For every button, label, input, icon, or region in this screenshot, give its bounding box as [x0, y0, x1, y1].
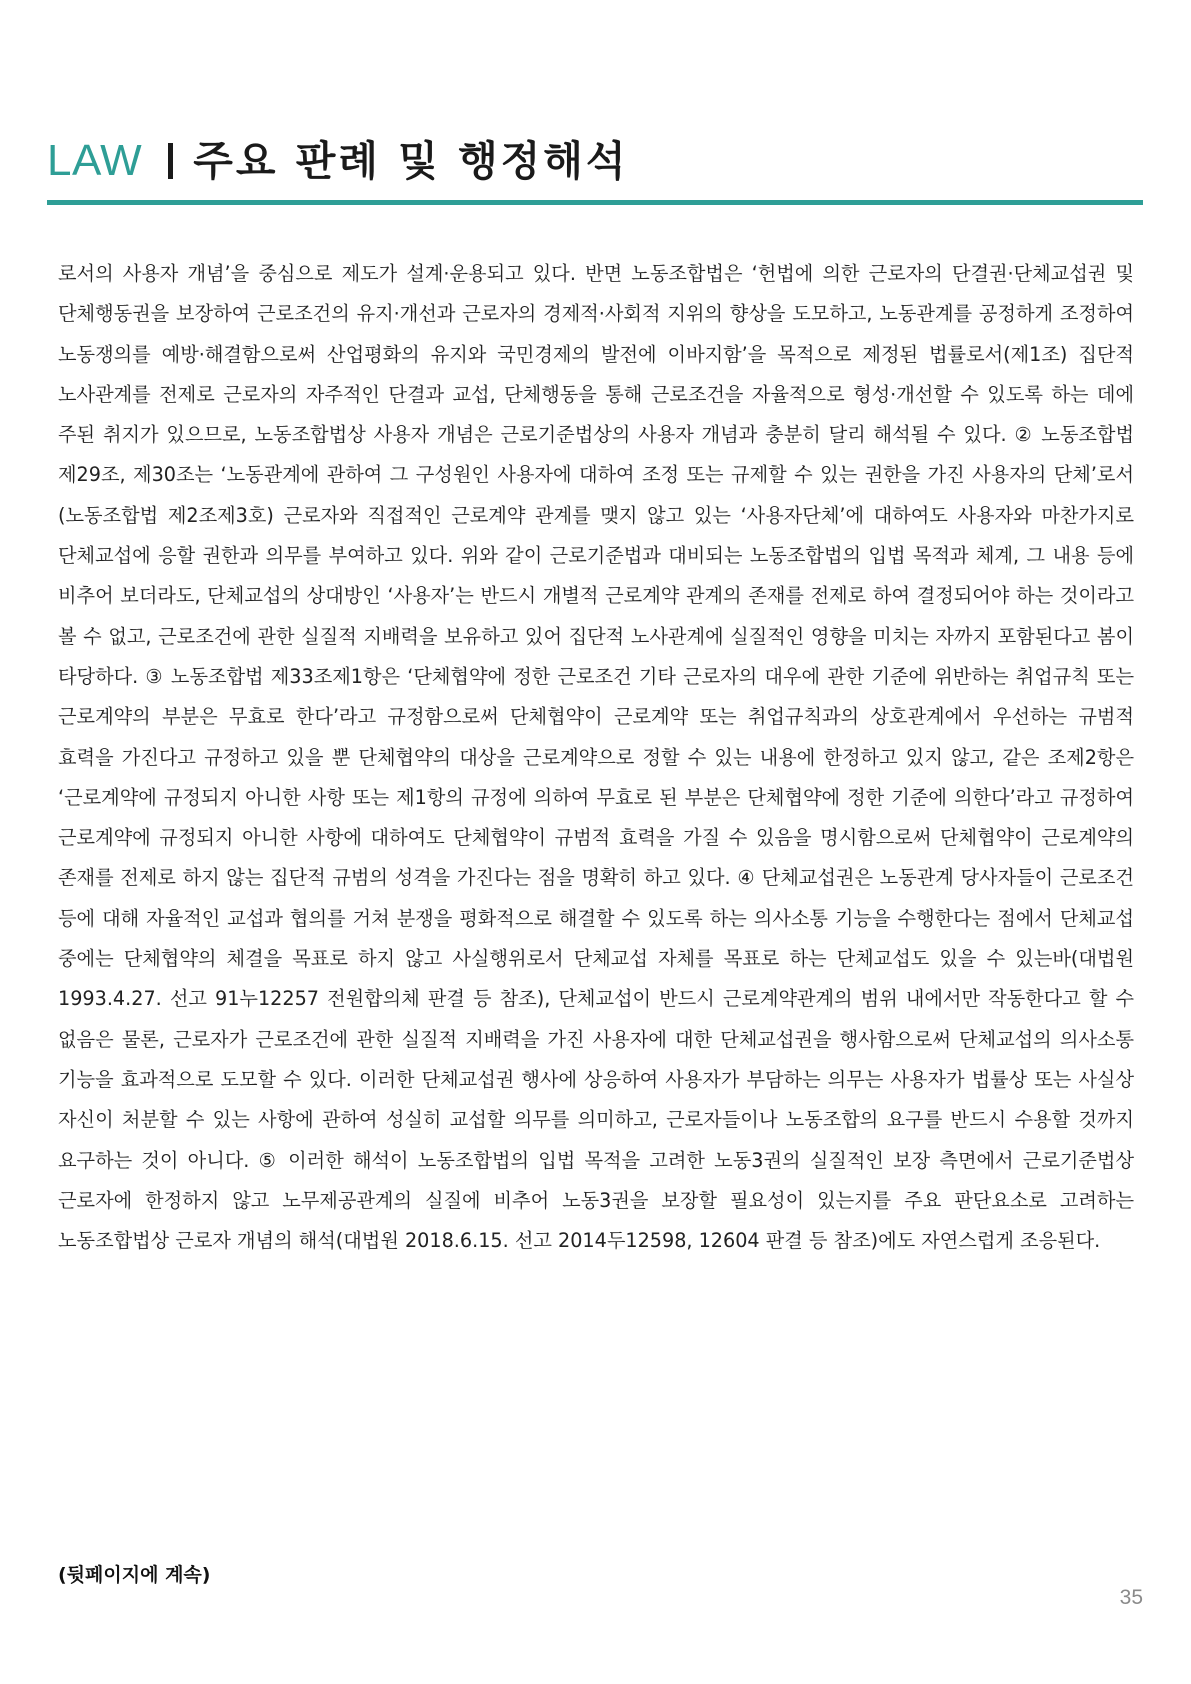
body-paragraph: 로서의 사용자 개념’을 중심으로 제도가 설계·운용되고 있다. 반면 노동조합법은 ‘헌법에 의한 근로자의 단결권·단체교섭권 및 단체행동권을 보장하여 근로조건의 유지·개선과 근로자의 경제적·사회적 지위의 향상을 도모하고, 노동관계를 공정하게 조정하여 노동쟁의를 예방·해결함으로써 산업평화의 유지와 국민경제의 발전에 이바지함’을 목적으로 제정된 법률로서(제1조) 집단적 노사관계를 전제로 근로자의 자주적인 단결과 교섭, 단체행동을 통해 근로조건을 자율적으로 형성·개선할 수 있도록 하는 데에 주된 취지가 있으므로, 노동조합법상 사용자 개념은 근로기준법상의 사용자 개념과 충분히 달리 해석될 수 있다. ② 노동조합법 제29조, 제30조는 ‘노동관계에 관하여 그 구성원인 사용자에 대하여 조정 또는 규제할 수 있는 권한을 가진 사용자의 단체’로서(노동조합법 제2조제3호) 근로자와 직접적인 근로계약 관계를 맺지 않고 있는 ‘사용자단체’에 대하여도 사용자와 마찬가지로 단체교섭에 응할 권한과 의무를 부여하고 있다. 위와 같이 근로기준법과 대비되는 노동조합법의 입법 목적과 체계, 그 내용 등에 비추어 보더라도, 단체교섭의 상대방인 ‘사용자’는 반드시 개별적 근로계약 관계의 존재를 전제로 하여 결정되어야 하는 것이라고 볼 수 없고, 근로조건에 관한 실질적 지배력을 보유하고 있어 집단적 노사관계에 실질적인 영향을 미치는 자까지 포함된다고 봄이 타당하다. ③ 노동조합법 제33조제1항은 ‘단체협약에 정한 근로조건 기타 근로자의 대우에 관한 기준에 위반하는 취업규칙 또는 근로계약의 부분은 무효로 한다’라고 규정함으로써 단체협약이 근로계약 또는 취업규칙과의 상호관계에서 우선하는 규범적 효력을 가진다고 규정하고 있을 뿐 단체협약의 대상을 근로계약으로 정할 수 있는 내용에 한정하고 있지 않고, 같은 조제2항은 ‘근로계약에 규정되지 아니한 사항 또는 제1항의 규정에 의하여 무효로 된 부분은 단체협약에 정한 기준에 의한다’라고 규정하여 근로계약에 규정되지 아니한 사항에 대하여도 단체협약이 규범적 효력을 가질 수 있음을 명시함으로써 단체협약이 근로계약의 존재를 전제로 하지 않는 집단적 규범의 성격을 가진다는 점을 명확히 하고 있다. ④ 단체교섭권은 노동관계 당사자들이 근로조건 등에 대해 자율적인 교섭과 협의를 거쳐 분쟁을 평화적으로 해결할 수 있도록 하는 의사소통 기능을 수행한다는 점에서 단체교섭 중에는 단체협약의 체결을 목표로 하지 않고 사실행위로서 단체교섭 자체를 목표로 하는 단체교섭도 있을 수 있는바(대법원 1993.4.27. 선고 91누12257 전원합의체 판결 등 참조), 단체교섭이 반드시 근로계약관계의 범위 내에서만 작동한다고 할 수 없음은 물론, 근로자가 근로조건에 관한 실질적 지배력을 가진 사용자에 대한 단체교섭권을 행사함으로써 단체교섭의 의사소통 기능을 효과적으로 도모할 수 있다. 이러한 단체교섭권 행사에 상응하여 사용자가 부담하는 의무는 사용자가 법률상 또는 사실상 자신이 처분할 수 있는 사항에 관하여 성실히 교섭할 의무를 의미하고, 근로자들이나 노동조합의 요구를 반드시 수용할 것까지 요구하는 것이 아니다. ⑤ 이러한 해석이 노동조합법의 입법 목적을 고려한 노동3권의 실질적인 보장 측면에서 근로기준법상 근로자에 한정하지 않고 노무제공관계의 실질에 비추어 노동3권을 보장할 필요성이 있는지를 주요 판단요소로 고려하는 노동조합법상 근로자 개념의 해석(대법원 2018.6.15. 선고 2014두12598, 12604 판결 등 참조)에도 자연스럽게 조응된다.: [58, 262, 1134, 1253]
page-title: 주요 판례 및 행정해석: [193, 137, 629, 185]
continue-note: (뒷페이지에 계속): [58, 1564, 211, 1586]
page-number: 35: [1119, 1586, 1143, 1609]
title-row: [47, 128, 1143, 188]
title-underline: [47, 200, 1143, 205]
law-label: LAW: [47, 136, 143, 185]
title-separator: [168, 143, 173, 179]
page-header: [47, 128, 1143, 205]
